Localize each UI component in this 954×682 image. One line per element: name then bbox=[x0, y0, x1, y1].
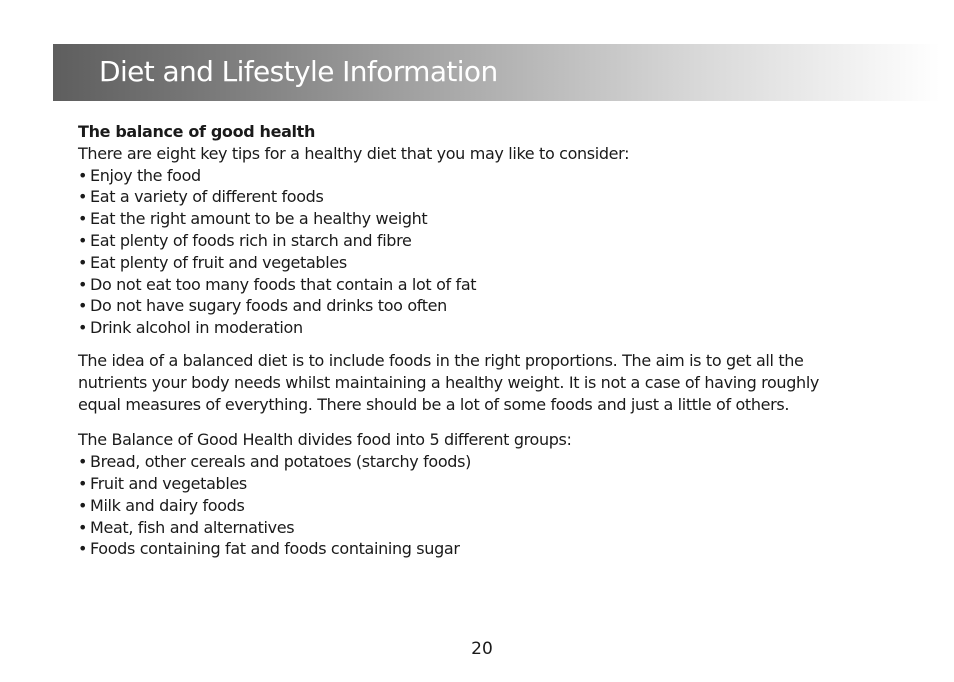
bullet-icon: • bbox=[78, 473, 88, 493]
list-item bbox=[78, 451, 878, 473]
list-item bbox=[78, 517, 878, 539]
list-item bbox=[78, 274, 878, 296]
paragraph-line: The idea of a balanced diet is to include foods in the right proportions. The aim is to get all the bbox=[78, 350, 804, 370]
list-item bbox=[78, 538, 878, 560]
paragraph-line: equal measures of everything. There should be a lot of some foods and just a little of others. bbox=[78, 394, 790, 414]
food-groups-list bbox=[78, 451, 878, 560]
tips-list bbox=[78, 165, 878, 339]
list-item-text: Drink alcohol in moderation bbox=[90, 318, 303, 338]
balanced-diet-paragraph bbox=[78, 350, 878, 415]
paragraph-line: nutrients your body needs whilst maintaining a healthy weight. It is not a case of having roughly bbox=[78, 372, 820, 392]
list-item bbox=[78, 473, 878, 495]
section-heading: The balance of good health bbox=[78, 122, 316, 141]
list-item bbox=[78, 165, 878, 187]
list-item-text: Fruit and vegetables bbox=[90, 473, 247, 493]
list-item-text: Foods containing fat and foods containing sugar bbox=[90, 539, 460, 559]
list-item-text: Meat, fish and alternatives bbox=[90, 517, 295, 537]
bullet-icon: • bbox=[78, 296, 88, 316]
bullet-icon: • bbox=[78, 539, 88, 559]
page-title: Diet and Lifestyle Information bbox=[99, 55, 498, 88]
list-item-text: Eat a variety of different foods bbox=[90, 187, 324, 207]
list-item-text: Do not eat too many foods that contain a lot of fat bbox=[90, 274, 477, 294]
list-item bbox=[78, 495, 878, 517]
list-item bbox=[78, 252, 878, 274]
bullet-icon: • bbox=[78, 452, 88, 472]
tips-intro: There are eight key tips for a healthy diet that you may like to consider: bbox=[78, 143, 630, 163]
groups-intro: The Balance of Good Health divides food into 5 different groups: bbox=[78, 430, 572, 450]
bullet-icon: • bbox=[78, 209, 88, 229]
page-number: 20 bbox=[471, 639, 493, 659]
main-content bbox=[78, 121, 878, 560]
bullet-icon: • bbox=[78, 187, 88, 207]
bullet-icon: • bbox=[78, 274, 88, 294]
bullet-icon: • bbox=[78, 252, 88, 272]
list-item bbox=[78, 186, 878, 208]
bullet-icon: • bbox=[78, 165, 88, 185]
list-item-text: Do not have sugary foods and drinks too often bbox=[90, 296, 447, 316]
bullet-icon: • bbox=[78, 230, 88, 250]
bullet-icon: • bbox=[78, 318, 88, 338]
list-item bbox=[78, 295, 878, 317]
list-item-text: Eat the right amount to be a healthy weight bbox=[90, 209, 428, 229]
list-item bbox=[78, 230, 878, 252]
list-item-text: Eat plenty of fruit and vegetables bbox=[90, 252, 347, 272]
list-item-text: Bread, other cereals and potatoes (starchy foods) bbox=[90, 452, 471, 472]
bullet-icon: • bbox=[78, 517, 88, 537]
list-item-text: Enjoy the food bbox=[90, 165, 201, 185]
list-item bbox=[78, 208, 878, 230]
header-band bbox=[53, 44, 940, 101]
bullet-icon: • bbox=[78, 495, 88, 515]
list-item-text: Eat plenty of foods rich in starch and fibre bbox=[90, 230, 412, 250]
list-item bbox=[78, 317, 878, 339]
list-item-text: Milk and dairy foods bbox=[90, 495, 245, 515]
